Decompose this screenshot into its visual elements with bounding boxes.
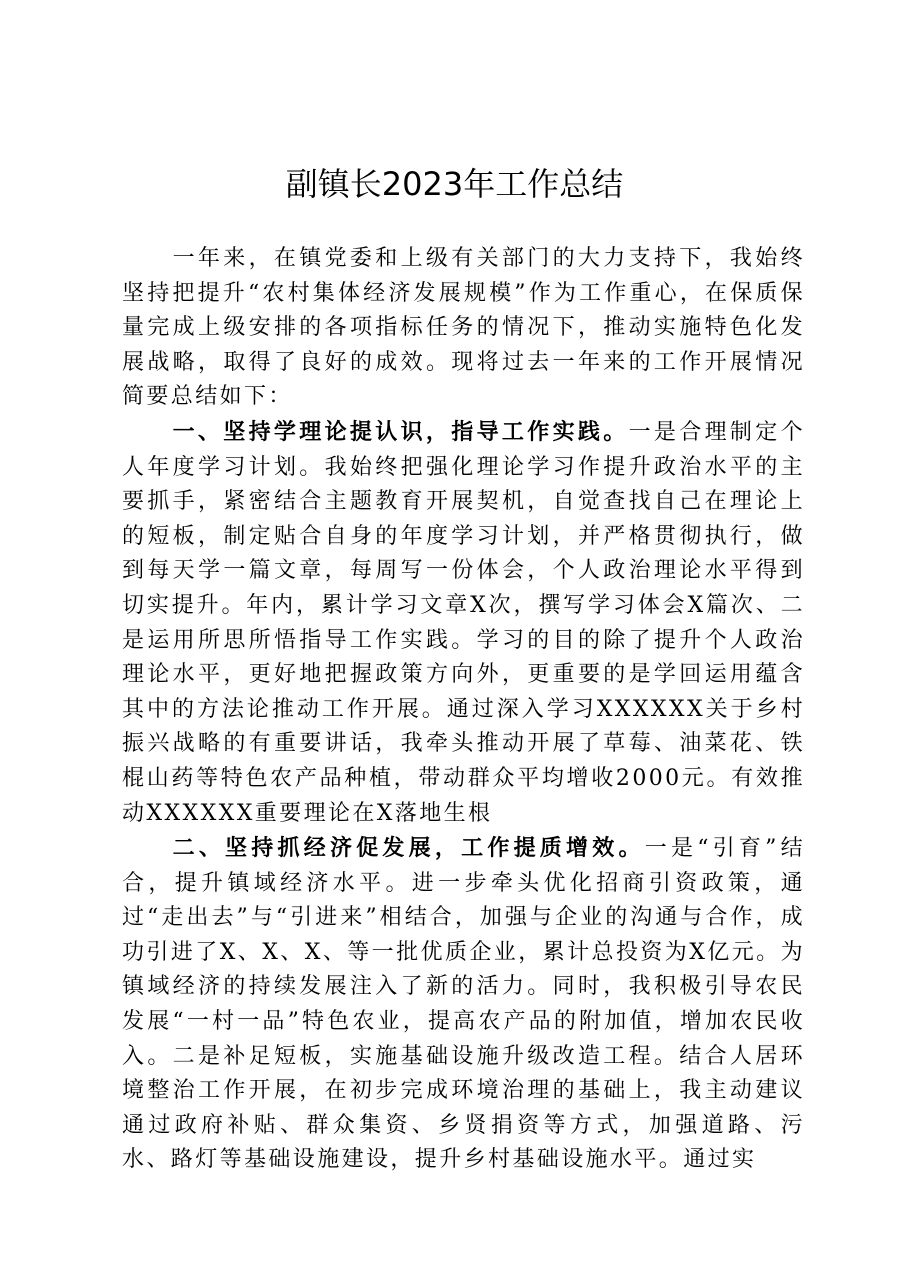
- paragraph-text: 一年来，在镇党委和上级有关部门的大力支持下，我始终坚持把提升“农村集体经济发展规模”作为工作重心，在保质保量完成上级安排的各项指标任务的情况下，推动实施特色化发展战略，取得了良好的成效。现将过去一年来的工作开展情况简要总结如下：: [122, 246, 805, 410]
- paragraph-text: 一是“引育”结合，提升镇域经济水平。进一步牵头优化招商引资政策，通过“走出去”与“引进来”相结合，加强与企业的沟通与合作，成功引进了X、X、X、等一批优质企业，累计总投资为X亿元。为镇域经济的持续发展注入了新的活力。同时，我积极引导农民发展“一村一品”特色农业，提高农产品的附加值，增加农民收入。二是补足短板，实施基础设施升级改造工程。结合人居环境整治工作开展，在初步完成环境治理的基础上，我主动建议通过政府补贴、群众集资、乡贤捐资等方式，加强道路、污水、路灯等基础设施建设，提升乡村基础设施水平。通过实: [122, 836, 806, 1173]
- document-title: 副镇长2023年工作总结: [285, 165, 624, 203]
- section-heading: 一、坚持学理论提认识，指导工作实践。: [172, 418, 629, 445]
- document-body: [122, 241, 805, 1178]
- paragraph-section-2: [122, 831, 805, 1178]
- paragraph-section-1: [122, 415, 805, 831]
- section-heading: 二、坚持抓经济促发展，工作提质增效。: [172, 835, 645, 862]
- paragraph-intro: [122, 241, 805, 415]
- paragraph-text: 一是合理制定个人年度学习计划。我始终把强化理论学习作提升政治水平的主要抓手，紧密结合主题教育开展契机，自觉查找自己在理论上的短板，制定贴合自身的年度学习计划，并严格贯彻执行，做到每天学一篇文章，每周写一份体会，个人政治理论水平得到切实提升。年内，累计学习文章X次，撰写学习体会X篇次、二是运用所思所悟指导工作实践。学习的目的除了提升个人政治理论水平，更好地把握政策方向外，更重要的是学回运用蕴含其中的方法论推动工作开展。通过深入学习XXXXXX关于乡村振兴战略的有重要讲话，我牵头推动开展了草莓、油菜花、铁棍山药等特色农产品种植，带动群众平均增收2000元。有效推动XXXXXX重要理论在X落地生根: [122, 419, 805, 826]
